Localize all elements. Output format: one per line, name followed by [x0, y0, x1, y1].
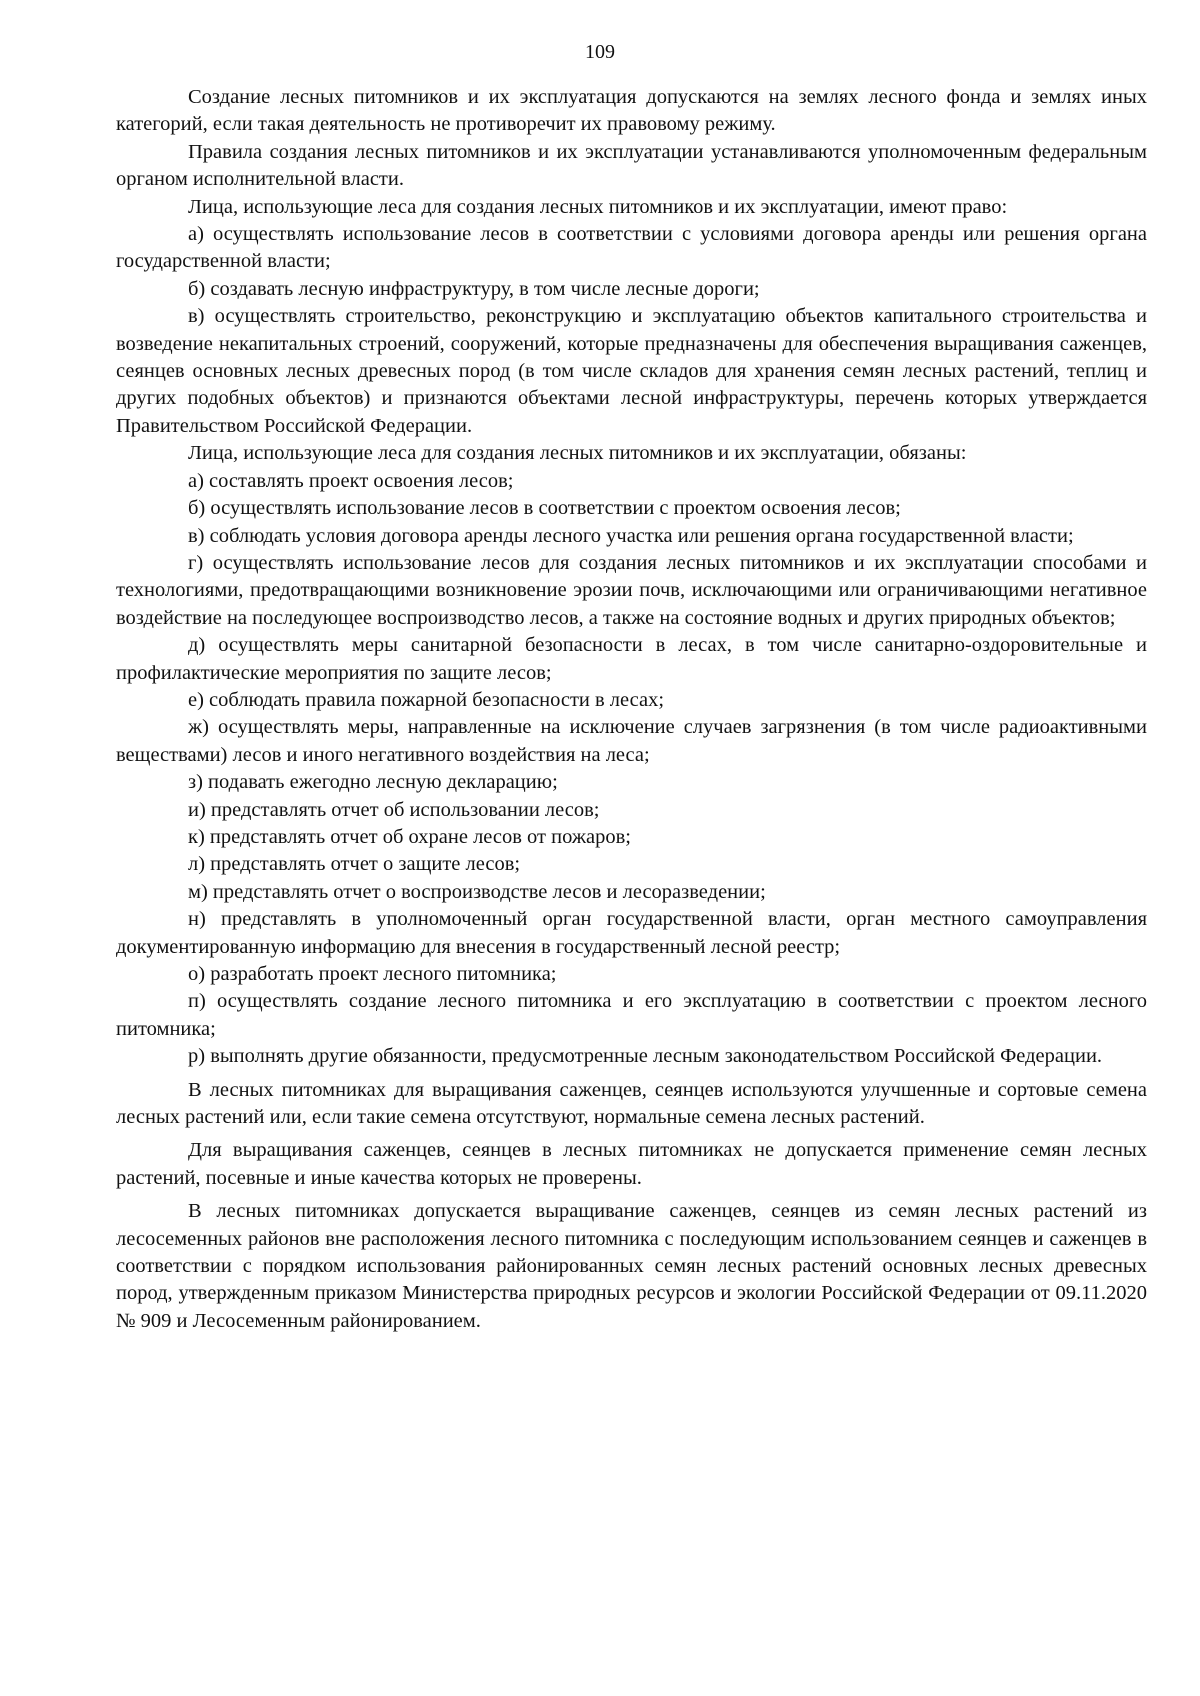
paragraph: Лица, использующие леса для создания лесных питомников и их эксплуатации, обязаны: — [188, 442, 967, 465]
document-body — [116, 84, 1147, 1335]
page-number: 109 — [585, 41, 615, 63]
paragraph: Для выращивания саженцев, сеянцев в лесных питомниках не допускается применение семян лесных растений, посевные и иные качества которых не проверены. — [116, 1139, 1147, 1189]
paragraph: Лица, использующие леса для создания лесных питомников и их эксплуатации, имеют право: — [188, 195, 1008, 218]
list-item: л) представлять отчет о защите лесов; — [188, 853, 521, 876]
list-item: д) осуществлять меры санитарной безопасности в лесах, в том числе санитарно-оздоровительные и профилактические мероприятия по защите лесов; — [116, 634, 1147, 684]
paragraph: Правила создания лесных питомников и их эксплуатации устанавливаются уполномоченным федеральным органом исполнительной власти. — [116, 140, 1147, 191]
list-item: з) подавать ежегодно лесную декларацию; — [188, 771, 558, 794]
list-item: б) осуществлять использование лесов в соответствии с проектом освоения лесов; — [188, 497, 901, 520]
list-item: к) представлять отчет об охране лесов от пожаров; — [188, 825, 631, 848]
list-item: е) соблюдать правила пожарной безопасности в лесах; — [188, 688, 665, 711]
paragraph: Создание лесных питомников и их эксплуатация допускаются на землях лесного фонда и землях иных категорий, если такая деятельность не противоречит их правовому режиму. — [116, 86, 1147, 136]
list-item: а) составлять проект освоения лесов; — [188, 469, 514, 492]
list-item: м) представлять отчет о воспроизводстве лесов и лесоразведении; — [188, 880, 766, 903]
list-item: п) осуществлять создание лесного питомника и его эксплуатацию в соответствии с проектом лесного питомника; — [116, 990, 1147, 1040]
list-item: о) разработать проект лесного питомника; — [188, 963, 557, 985]
list-item: в) соблюдать условия договора аренды лесного участка или решения органа государственной власти; — [188, 524, 1074, 547]
list-item: и) представлять отчет об использовании лесов; — [188, 798, 600, 821]
list-item: р) выполнять другие обязанности, предусмотренные лесным законодательством Российской Федерации. — [188, 1045, 1103, 1068]
list-item: ж) осуществлять меры, направленные на исключение случаев загрязнения (в том числе радиоактивными веществами) лесов и иного негативного воздействия на леса; — [116, 716, 1147, 766]
paragraph: В лесных питомниках для выращивания саженцев, сеянцев используются улучшенные и сортовые семена лесных растений или, если такие семена отсутствуют, нормальные семена лесных растений. — [116, 1078, 1147, 1129]
list-item: а) осуществлять использование лесов в соответствии с условиями договора аренды или решения органа государственной власти; — [116, 223, 1147, 273]
list-item: б) создавать лесную инфраструктуру, в том числе лесные дороги; — [188, 277, 760, 300]
paragraph: В лесных питомниках допускается выращивание саженцев, сеянцев из семян лесных растений из лесосеменных районов вне расположения лесного питомника с последующим использованием сеянцев и саженцев в соответствии с порядком использования районированных семян лесных растений основных лесных древесных пород, утвержденным приказом Министерства природных ресурсов и экологии Российской Федерации от 09.11.2020 № 909 и Лесосеменным районированием. — [116, 1200, 1147, 1332]
list-item: г) осуществлять использование лесов для создания лесных питомников и их эксплуатации способами и технологиями, предотвращающими возникновение эрозии почв, исключающими или ограничивающими негативное воздействие на последующее воспроизводство лесов, а также на состояние водных и других природных объектов; — [116, 551, 1147, 629]
list-item: н) представлять в уполномоченный орган государственной власти, орган местного самоуправления документированную информацию для внесения в государственный лесной реестр; — [116, 908, 1147, 958]
list-item: в) осуществлять строительство, реконструкцию и эксплуатацию объектов капитального строительства и возведение некапитальных строений, сооружений, которые предназначены для обеспечения выращивания саженцев, сеянцев основных лесных древесных пород (в том числе складов для хранения семян лесных растений, теплиц и других подобных объектов) и признаются объектами лесной инфраструктуры, перечень которых утверждается Правительством Российской Федерации. — [116, 305, 1147, 437]
